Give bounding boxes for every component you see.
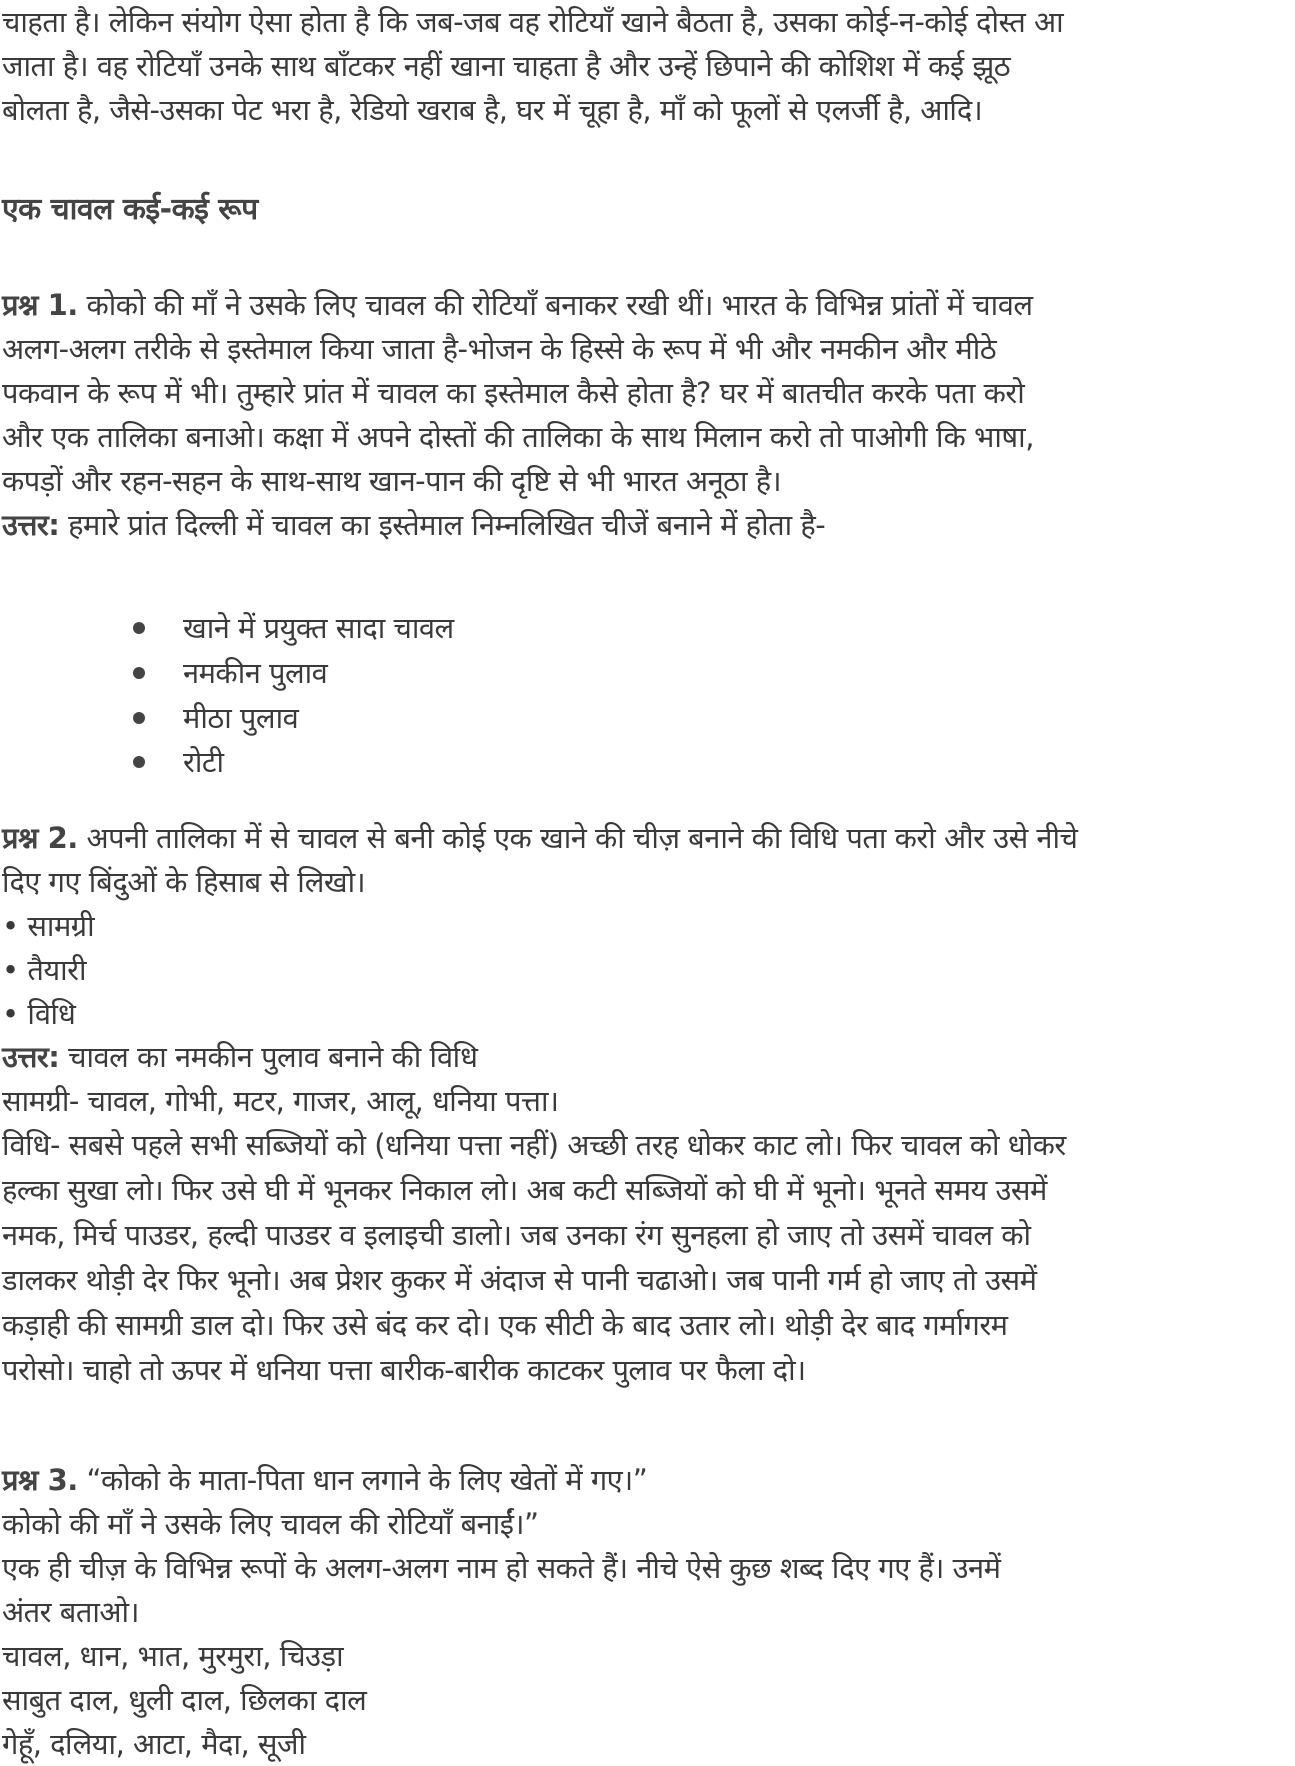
q2-answer-line: नमक, मिर्च पाउडर, हल्दी पाउडर व इलाइची डालो। जब उनका रंग सुनहला हो जाए तो उसमें चावल को [2, 1218, 1031, 1252]
q3-line: अंतर बताओ। [2, 1595, 140, 1629]
q2-point: • विधि [2, 997, 76, 1031]
q1-line: अलग-अलग तरीके से इस्तेमाल किया जाता है-भोजन के हिस्से के रूप में भी और नमकीन और मीठे [2, 332, 997, 366]
q1-label: प्रश्न 1. [2, 288, 78, 322]
q3-word-group: चावल, धान, भात, मुरमुरा, चिउड़ा [2, 1639, 344, 1673]
q2-answer-line: सामग्री- चावल, गोभी, मटर, गाजर, आलू, धनिया पत्ता। [2, 1084, 559, 1118]
q2-answer-line: कड़ाही की सामग्री डाल दो। फिर उसे बंद कर दो। एक सीटी के बाद उतार लो। थोड़ी देर बाद गर्मागरम [2, 1308, 1008, 1342]
q3-question-line [2, 1458, 647, 1502]
intro-line: जाता है। वह रोटियाँ उनके साथ बाँटकर नहीं खाना चाहता है और उन्हें छिपाने की कोशिश में कई झूठ [2, 49, 1011, 83]
q2-text: अपनी तालिका में से चावल से बनी कोई एक खाने की चीज़ बनाने की विधि पता करो और उसे नीचे [77, 821, 1078, 855]
q3-word-group: साबुत दाल, धुली दाल, छिलका दाल [2, 1683, 367, 1717]
q2-answer-line: विधि- सबसे पहले सभी सब्जियों को (धनिया पत्ता नहीं) अच्छी तरह धोकर काट लो। फिर चावल को धोकर [2, 1128, 1066, 1162]
intro-line: बोलता है, जैसे-उसका पेट भरा है, रेडियो खराब है, घर में चूहा है, माँ को फूलों से एलर्जी है, आदि। [2, 93, 983, 127]
q1-line: पकवान के रूप में भी। तुम्हारे प्रांत में चावल का इस्तेमाल कैसे होता है? घर में बातचीत करके पता करो [2, 376, 1025, 410]
q2-answer-line: हल्का सुखा लो। फिर उसे घी में भूनकर निकाल लो। अब कटी सब्जियों को घी में भूनो। भूनते समय उसमें [2, 1173, 1047, 1207]
list-item: मीठा पुलाव [183, 701, 299, 735]
q2-answer-text: चावल का नमकीन पुलाव बनाने की विधि [59, 1040, 478, 1074]
bullet-icon [133, 667, 145, 679]
q3-line: एक ही चीज़ के विभिन्न रूपों के अलग-अलग नाम हो सकते हैं। नीचे ऐसे कुछ शब्द दिए गए हैं। उनमें [2, 1551, 1001, 1585]
q1-question-line [2, 283, 1032, 327]
q3-line: कोको की माँ ने उसके लिए चावल की रोटियाँ बनाईं।” [2, 1507, 539, 1541]
list-item: खाने में प्रयुक्त सादा चावल [183, 611, 454, 645]
q1-text: कोको की माँ ने उसके लिए चावल की रोटियाँ बनाकर रखी थीं। भारत के विभिन्न प्रांतों में चावल [77, 288, 1033, 322]
section-heading: एक चावल कई-कई रूप [2, 192, 258, 227]
q2-question-line [2, 816, 1077, 860]
q2-label: प्रश्न 2. [2, 821, 78, 855]
bullet-icon [133, 756, 145, 768]
list-item: नमकीन पुलाव [183, 656, 328, 690]
bullet-icon [133, 712, 145, 724]
list-item: रोटी [183, 745, 224, 779]
q1-line: और एक तालिका बनाओ। कक्षा में अपने दोस्तों की तालिका के साथ मिलान करो तो पाओगी कि भाषा, [2, 420, 1034, 454]
q2-line: दिए गए बिंदुओं के हिसाब से लिखो। [2, 865, 366, 899]
q1-answer-label: उत्तर: [2, 508, 60, 542]
intro-line: चाहता है। लेकिन संयोग ऐसा होता है कि जब-जब वह रोटियाँ खाने बैठता है, उसका कोई-न-कोई दोस्त आ [2, 5, 1064, 39]
q1-line: कपड़ों और रहन-सहन के साथ-साथ खान-पान की दृष्टि से भी भारत अनूठा है। [2, 464, 782, 498]
q1-answer-line [2, 503, 825, 547]
q1-answer-text: हमारे प्रांत दिल्ली में चावल का इस्तेमाल निम्नलिखित चीजें बनाने में होता है- [59, 508, 826, 542]
q2-answer-line [2, 1035, 478, 1079]
q2-answer-label: उत्तर: [2, 1040, 60, 1074]
q3-label: प्रश्न 3. [2, 1463, 78, 1497]
q2-answer-line: डालकर थोड़ी देर फिर भूनो। अब प्रेशर कुकर में अंदाज से पानी चढाओ। जब पानी गर्म हो जाए तो उसमें [2, 1263, 1037, 1297]
q2-answer-line: परोसो। चाहो तो ऊपर में धनिया पत्ता बारीक-बारीक काटकर पुलाव पर फैला दो। [2, 1353, 806, 1387]
q2-point: • सामग्री [2, 909, 95, 943]
q2-point: • तैयारी [2, 953, 87, 987]
q3-word-group: गेहूँ, दलिया, आटा, मैदा, सूजी [2, 1727, 306, 1761]
bullet-icon [133, 622, 145, 634]
q3-text: “कोको के माता-पिता धान लगाने के लिए खेतों में गए।” [77, 1463, 648, 1497]
